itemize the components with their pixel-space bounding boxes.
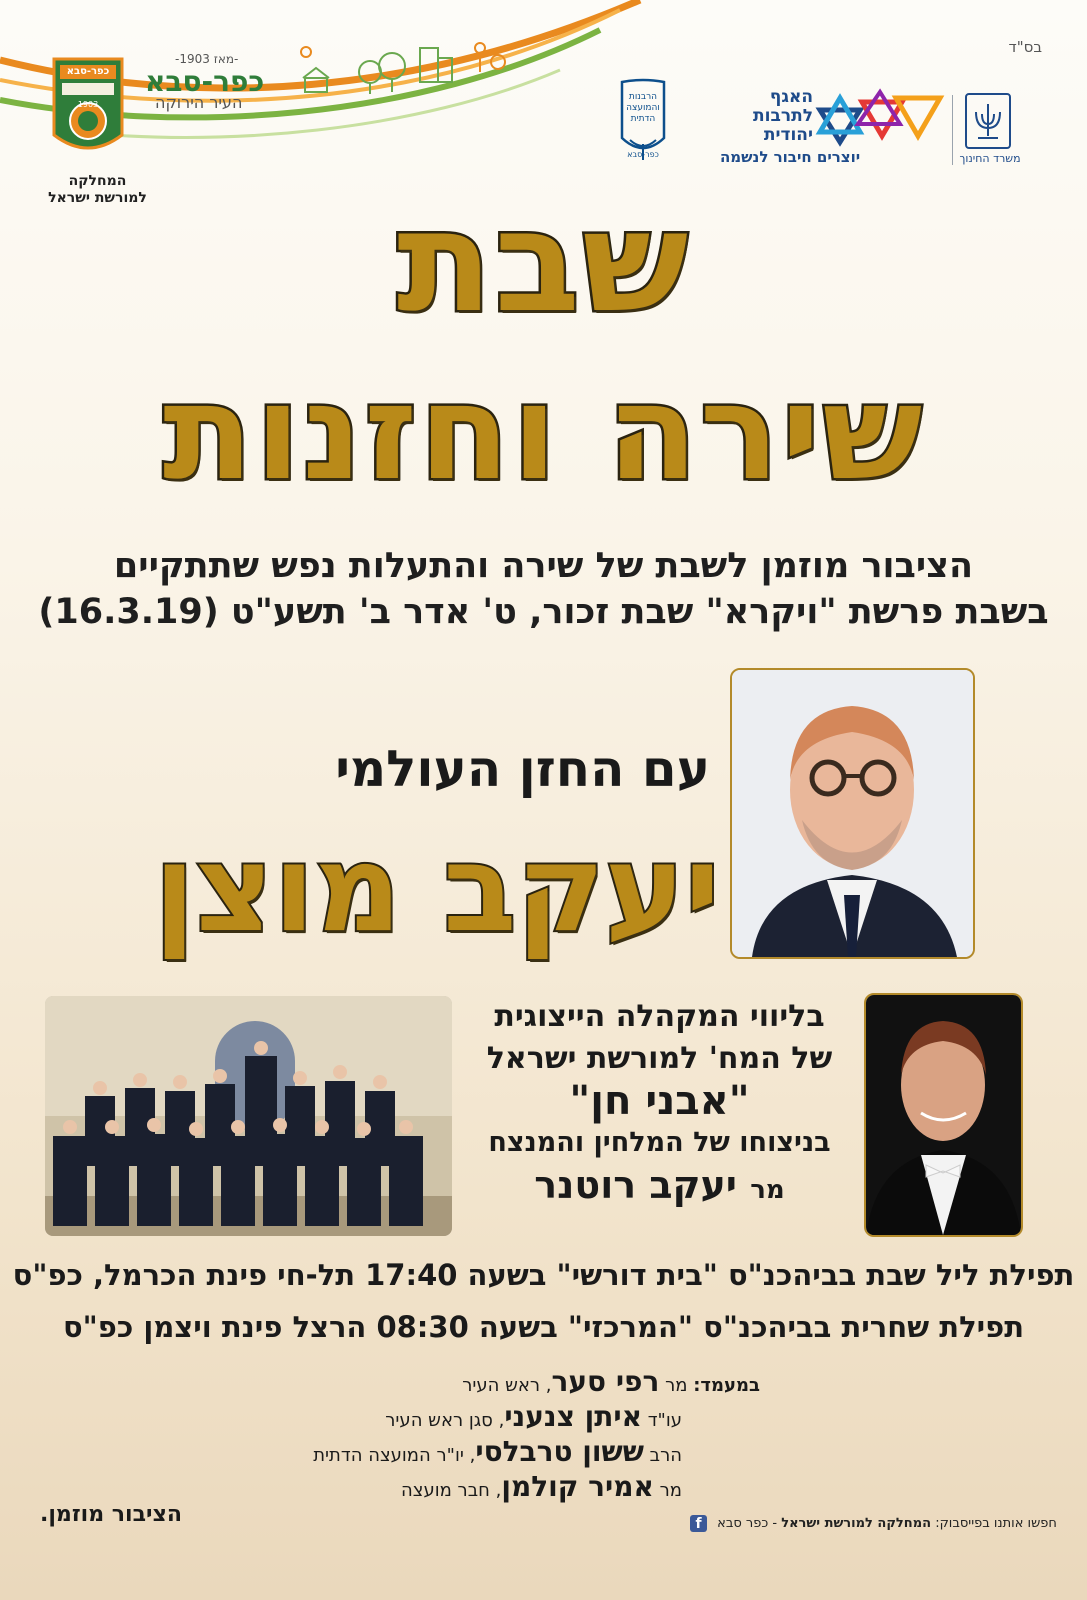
rabbinate-text <box>614 92 672 160</box>
fb-suffix: - כפר סבא <box>717 1516 782 1531</box>
agaf-title <box>718 88 813 145</box>
person-title: מר <box>659 1480 682 1501</box>
subtitle-line-2: בשבת פרשת "ויקרא" שבת זכור, ט' אדר ב' תשע"ט (16.3.19) <box>38 592 1049 632</box>
attendance-label: במעמד: <box>693 1375 760 1396</box>
choir-photo <box>45 996 452 1236</box>
conductor-line <box>462 1164 857 1211</box>
rabbinate-line-1: הרבנות <box>628 92 658 102</box>
person-title: הרב <box>649 1445 682 1466</box>
fb-page-name[interactable]: המחלקה למורשת ישראל <box>781 1516 932 1531</box>
choir-line-4: בניצוחו של המלחין והמנצח <box>488 1127 831 1158</box>
title-line-2: שירה וחזנות <box>162 356 925 510</box>
choir-info <box>462 996 857 1211</box>
fb-prefix: חפשו אותנו בפייסבוק: <box>935 1516 1057 1531</box>
city-name: כפר-סבא <box>145 65 265 98</box>
facebook-icon[interactable]: f <box>690 1515 707 1532</box>
prayer-morning: תפילת שחרית בביהכנ"ס "המרכזי" בשעה 08:30 הרצל פינת ויצמן כפ"ס <box>62 1310 1025 1344</box>
person-name: רפי סער <box>551 1365 660 1398</box>
choir-name: "אבני חן" <box>569 1078 750 1124</box>
person-role: , ראש העיר <box>462 1375 552 1396</box>
conductor-title: מר <box>750 1175 785 1205</box>
person-name: ששון טרבלסי <box>475 1435 644 1468</box>
ministry-emblem-icon <box>962 92 1014 152</box>
city-since: -מאז 1903- <box>175 52 239 66</box>
attendance-list <box>280 1364 760 1514</box>
department-line-2: למורשת ישראל <box>48 190 147 206</box>
agaf-slogan: יוצרים חיבור לנשמה <box>720 148 861 166</box>
agaf-line-2: לתרבות <box>753 106 813 126</box>
person-role: , יו"ר המועצה הדתית <box>313 1445 476 1466</box>
emblem-year: 1903 <box>77 100 99 109</box>
ministry-label: משרד החינוך <box>959 152 1021 165</box>
rabbinate-line-4: כפר-סבא <box>627 150 659 159</box>
choir-line-2: של המח' למורשת ישראל <box>486 1041 833 1076</box>
city-slogan: העיר הירוקה <box>155 93 243 112</box>
agaf-line-3: יהודית <box>763 125 813 145</box>
person-role: , סגן ראש העיר <box>385 1410 505 1431</box>
cantor-intro: עם החזן העולמי <box>335 740 710 798</box>
facebook-footer <box>690 1515 1057 1532</box>
person-role: , חבר מועצה <box>401 1480 502 1501</box>
department-line-1: המחלקה <box>68 173 127 189</box>
person-name: איתן צנעני <box>504 1400 642 1433</box>
emblem-top-text: כפר-סבא <box>66 66 110 77</box>
attendance-row-3 <box>313 1434 682 1473</box>
person-name: אמיר קולמן <box>501 1470 654 1503</box>
conductor-photo <box>864 993 1023 1237</box>
person-title: מר <box>665 1375 688 1396</box>
rabbinate-line-3: הדתית <box>630 114 656 124</box>
conductor-name: יעקב רוטנר <box>534 1163 737 1207</box>
header-divider <box>952 95 953 165</box>
attendance-row-2 <box>385 1399 682 1438</box>
choir-line-1: בליווי המקהלה הייצוגית <box>494 999 825 1034</box>
bsd-mark: בס"ד <box>1008 38 1042 56</box>
subtitle-line-1: הציבור מוזמן לשבת של שירה והתעלות נפש שתתקיים <box>113 546 974 586</box>
attendance-row-4 <box>401 1469 682 1508</box>
agaf-line-1: האגף <box>769 87 813 107</box>
prayer-friday: תפילת ליל שבת בביהכנ"ס "בית דורשי" בשעה 17:40 תל-חי פינת הכרמל, כפ"ס <box>12 1258 1075 1292</box>
person-title: עו"ד <box>647 1410 682 1431</box>
public-invited: הציבור מוזמן. <box>40 1502 182 1527</box>
cantor-photo <box>730 668 975 959</box>
rabbinate-line-2: והמועצה <box>626 103 660 113</box>
attendance-row-1 <box>462 1364 760 1403</box>
title-line-1: שבת <box>396 181 691 344</box>
cantor-name: יעקב מוצן <box>153 820 720 959</box>
